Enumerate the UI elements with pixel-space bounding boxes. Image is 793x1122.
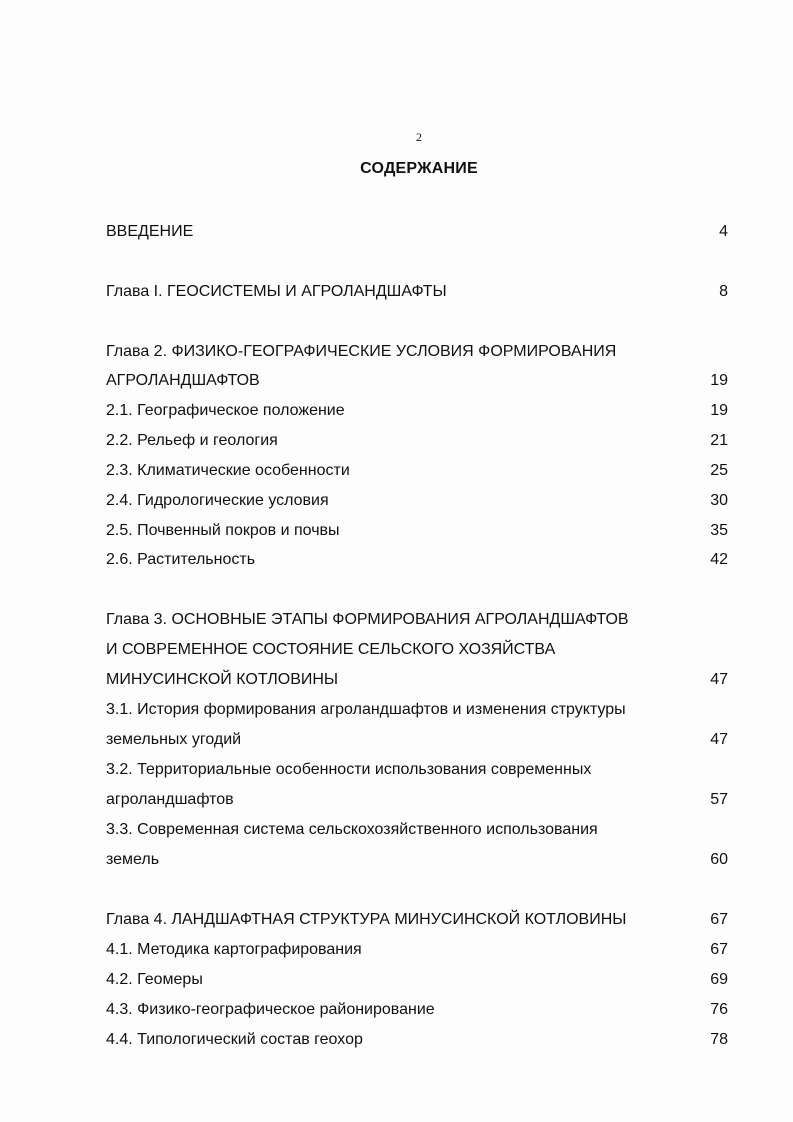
toc-entry-page: 69 bbox=[710, 971, 728, 988]
toc-entry-text: ВВЕДЕНИЕ bbox=[106, 223, 194, 240]
toc-entry-text: земельных угодий bbox=[106, 731, 242, 748]
toc-title: СОДЕРЖАНИЕ bbox=[360, 160, 478, 177]
toc-entry-page: 19 bbox=[710, 372, 728, 389]
toc-entry-page: 60 bbox=[710, 851, 728, 868]
toc-entry-text: 2.1. Географическое положение bbox=[106, 402, 345, 419]
page-number: 2 bbox=[416, 130, 422, 144]
toc-entry-text: 2.3. Климатические особенности bbox=[106, 462, 350, 479]
toc-entry-text: 2.5. Почвенный покров и почвы bbox=[106, 522, 340, 539]
toc-entry-page: 67 bbox=[710, 911, 728, 928]
toc-entry-page: 47 bbox=[710, 731, 728, 748]
toc-entry-text: агроландшафтов bbox=[106, 791, 234, 808]
toc-entry-text: 4.2. Геомеры bbox=[106, 971, 203, 988]
toc-entry-page: 21 bbox=[710, 432, 728, 449]
toc-entry-text: Глава I. ГЕОСИСТЕМЫ И АГРОЛАНДШАФТЫ bbox=[106, 283, 447, 300]
toc-entry-page: 47 bbox=[710, 671, 728, 688]
toc-entry-text: Глава 3. ОСНОВНЫЕ ЭТАПЫ ФОРМИРОВАНИЯ АГРОЛАНДШАФТОВ bbox=[106, 611, 629, 628]
toc-entry-text: Глава 4. ЛАНДШАФТНАЯ СТРУКТУРА МИНУСИНСКОЙ КОТЛОВИНЫ bbox=[106, 911, 627, 928]
toc-entry-page: 8 bbox=[719, 283, 728, 300]
toc-entry-text: МИНУСИНСКОЙ КОТЛОВИНЫ bbox=[106, 671, 339, 688]
toc-entry-page: 19 bbox=[710, 402, 728, 419]
toc-entry-text: 3.3. Современная система сельскохозяйственного использования bbox=[106, 821, 598, 838]
toc-entry-text: 4.3. Физико-географическое районирование bbox=[106, 1001, 435, 1018]
toc-entry-text: 2.2. Рельеф и геология bbox=[106, 432, 278, 449]
toc-entry-page: 78 bbox=[710, 1031, 728, 1048]
toc-entry-page: 4 bbox=[719, 223, 728, 240]
toc-entry-page: 57 bbox=[710, 791, 728, 808]
toc-entry-text: 2.6. Растительность bbox=[106, 551, 256, 568]
toc-entry-text: 4.4. Типологический состав геохор bbox=[106, 1031, 363, 1048]
toc-entry-page: 25 bbox=[710, 462, 728, 479]
toc-entry-text: 2.4. Гидрологические условия bbox=[106, 492, 329, 509]
toc-entry-text: 3.2. Территориальные особенности использования современных bbox=[106, 761, 592, 778]
toc-entry-page: 42 bbox=[710, 551, 728, 568]
toc-entry-text: АГРОЛАНДШАФТОВ bbox=[106, 372, 260, 389]
toc-entry-page: 35 bbox=[710, 522, 728, 539]
toc-entry-page: 76 bbox=[710, 1001, 728, 1018]
toc-entry-text: земель bbox=[106, 851, 160, 868]
toc-entry-text: 3.1. История формирования агроландшафтов и изменения структуры bbox=[106, 701, 626, 718]
toc-entry-text: 4.1. Методика картографирования bbox=[106, 941, 362, 958]
toc-entry-text: Глава 2. ФИЗИКО-ГЕОГРАФИЧЕСКИЕ УСЛОВИЯ ФОРМИРОВАНИЯ bbox=[106, 343, 617, 360]
toc-entry-text: И СОВРЕМЕННОЕ СОСТОЯНИЕ СЕЛЬСКОГО ХОЗЯЙСТВА bbox=[106, 641, 556, 658]
toc-entry-page: 30 bbox=[710, 492, 728, 509]
toc-entry-page: 67 bbox=[710, 941, 728, 958]
